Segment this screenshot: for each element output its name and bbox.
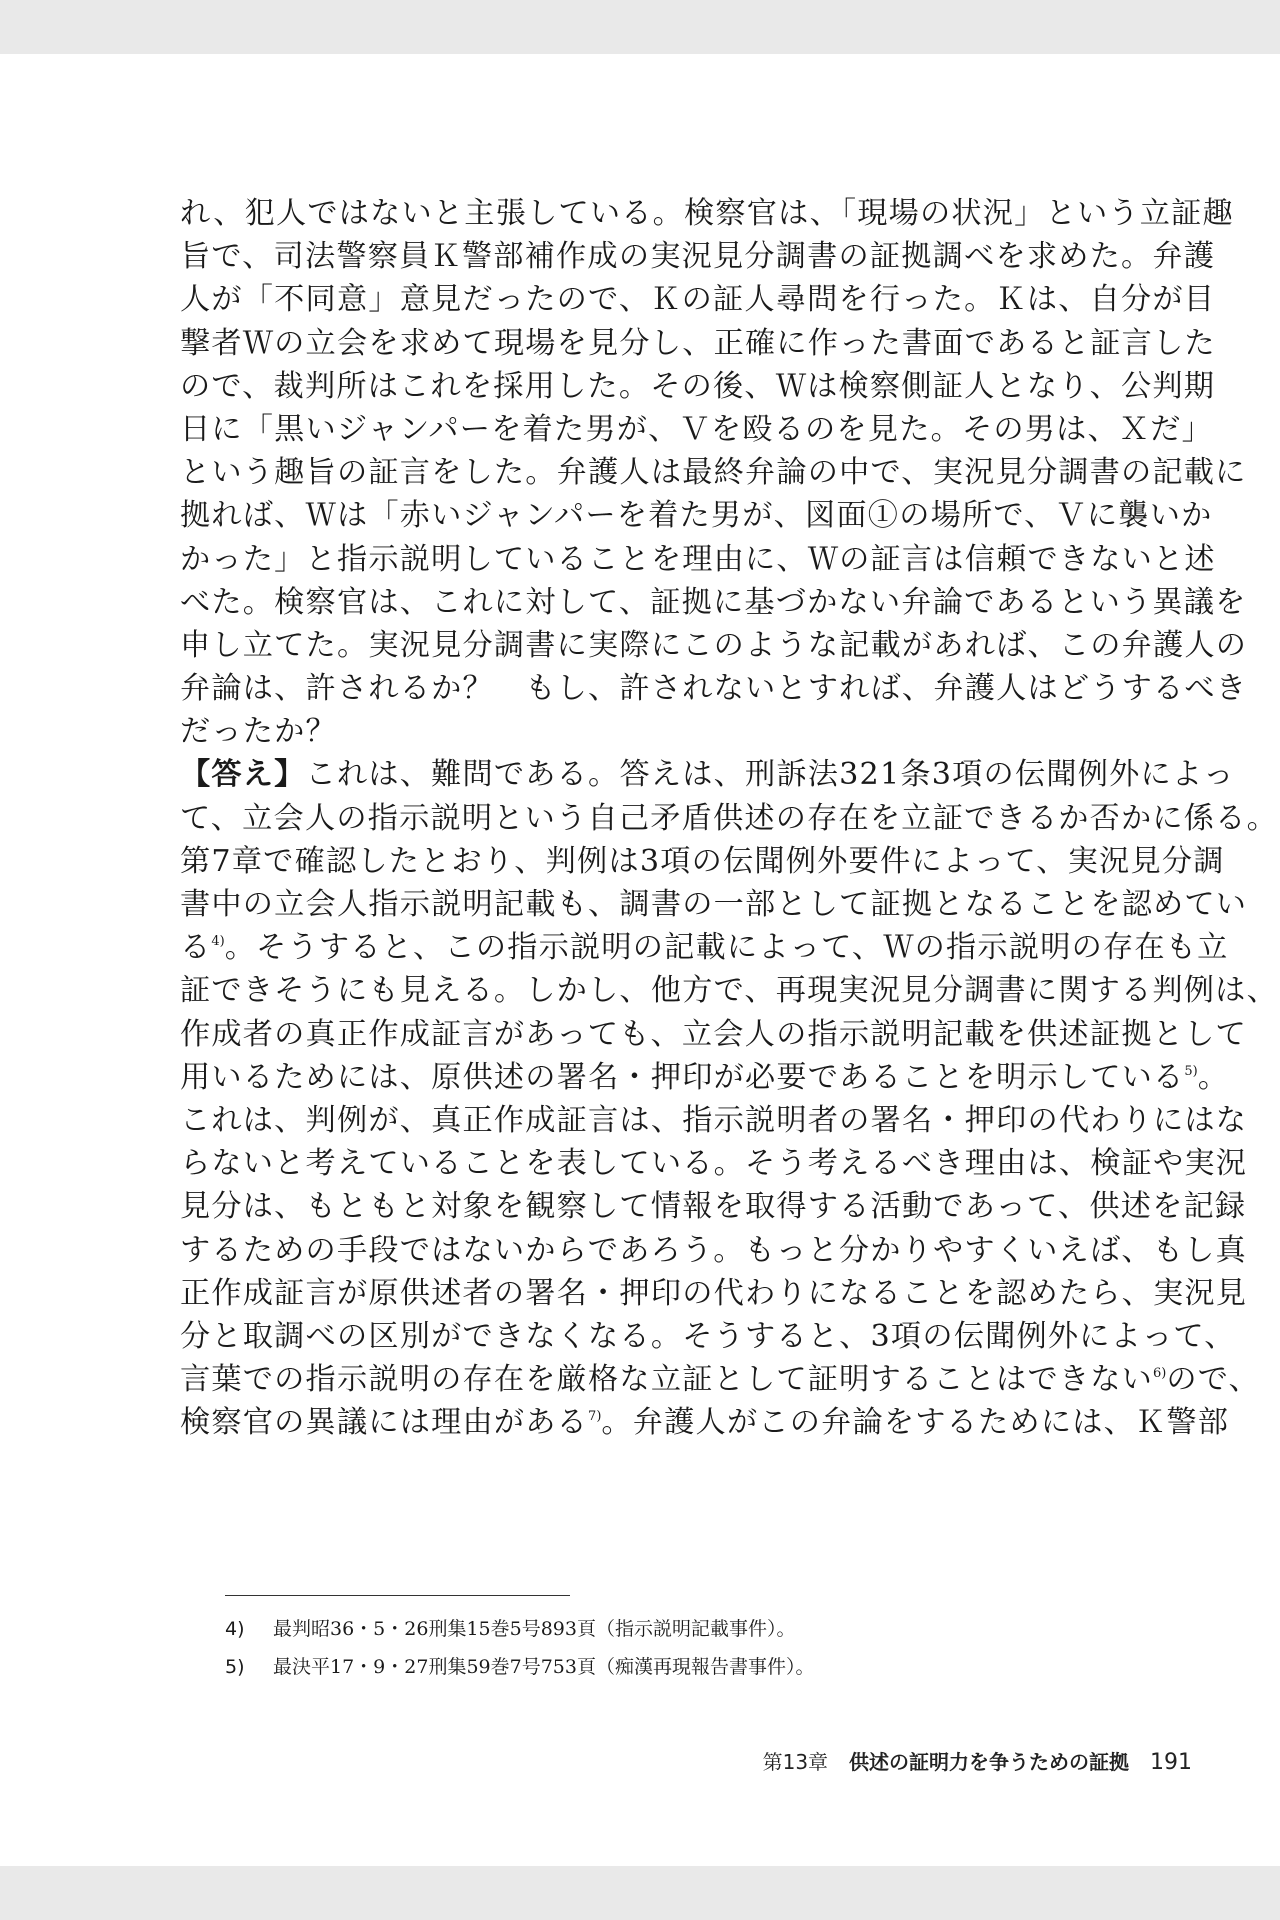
body-line-12: 弁論は、許されるか？ もし、許されないとすれば、弁護人はどうするべき: [180, 671, 1248, 707]
footnote-number: 4): [225, 1618, 245, 1640]
answer-line-fn6: [180, 1358, 1260, 1401]
body-line-3: 人が「不同意」意見だったので、Ｋの証人尋問を行った。Ｋは、自分が目: [180, 282, 1216, 318]
footnote-ref-5: 5): [1184, 1063, 1198, 1079]
answer-line-c1: これは、判例が、真正作成証言は、指示説明者の署名・押印の代わりにはな: [180, 1102, 1248, 1138]
body-line-6: 日に「黒いジャンパーを着た男が、Ｖを殴るのを見た。その男は、Ｘだ」: [180, 411, 1214, 447]
footnote-text: 最決平17・9・27刑集59巻7号753頁（痴漢再現報告書事件）。: [273, 1656, 815, 1678]
fn4-post: 。そうすると、この指示説明の記載によって、Ｗの指示説明の存在も立: [224, 930, 1229, 966]
answer-line-fn7: [180, 1401, 1230, 1444]
running-footer: [763, 1746, 1192, 1775]
fn4-pre: る: [180, 930, 212, 966]
answer-line-c2: らないと考えていることを表している。そう考えるべき理由は、検証や実況: [180, 1146, 1248, 1182]
answer-line-c5: 正作成証言が原供述者の署名・押印の代わりになることを認めたら、実況見: [180, 1275, 1248, 1311]
body-line-11: 申し立てた。実況見分調書に実際にこのような記載があれば、この弁護人の: [180, 627, 1248, 663]
answer-line-a3: 書中の立会人指示説明記載も、調書の一部として証拠となることを認めてい: [180, 887, 1248, 922]
answer-line-b2: 作成者の真正作成証言があっても、立会人の指示説明記載を供述証拠として: [180, 1016, 1247, 1052]
footnote-ref-4: 4): [211, 934, 225, 950]
body-line-2: 旨で、司法警察員Ｋ警部補作成の実況見分調書の証拠調べを求めた。弁護: [180, 239, 1216, 275]
fn5-post: 。: [1197, 1059, 1230, 1095]
body-line-13: だったか？: [180, 714, 337, 750]
body-line-10: べた。検察官は、これに対して、証拠に基づかない弁論であるという異議を: [180, 584, 1247, 620]
answer-first-text: これは、難問である。答えは、刑訴法321条3項の伝聞例外によっ: [305, 757, 1235, 793]
footnote-divider: [225, 1595, 570, 1596]
body-line-4: 撃者Ｗの立会を求めて現場を見分し、正確に作った書面であると証言した: [180, 325, 1216, 361]
fn6-pre: 言葉での指示説明の存在を厳格な立証として証明することはできない: [180, 1362, 1154, 1398]
footnotes: [225, 1610, 1085, 1686]
footnote-text: 最判昭36・5・26刑集15巻5号893頁（指示説明記載事件）。: [273, 1618, 796, 1640]
answer-line-a1: て、立会人の指示説明という自己矛盾供述の存在を立証できるか否かに係る。: [180, 800, 1278, 836]
footnote-ref-7: 7): [588, 1409, 602, 1425]
chapter-label: 第13章: [762, 1750, 829, 1774]
body-text: [180, 192, 1278, 1444]
page-number: 191: [1150, 1750, 1192, 1775]
answer-label: 【答え】: [180, 757, 306, 793]
body-line-8: 拠れば、Ｗは「赤いジャンパーを着た男が、図面①の場所で、Ｖに襲いか: [180, 498, 1213, 534]
fn7-pre: 検察官の異議には理由がある: [180, 1405, 589, 1441]
footnote-item: [225, 1610, 1085, 1648]
bottom-margin-band: [0, 1866, 1280, 1920]
footnote-item: [225, 1648, 1085, 1686]
fn5-pre: 用いるためには、原供述の署名・押印が必要であることを明示している: [180, 1059, 1185, 1095]
answer-line-fn5: [180, 1056, 1230, 1099]
answer-line-c4: するための手段ではないからであろう。もっと分かりやすくいえば、もし真: [180, 1232, 1247, 1268]
book-page: [0, 54, 1280, 1866]
body-line-5: ので、裁判所はこれを採用した。その後、Ｗは検察側証人となり、公判期: [180, 368, 1216, 404]
answer-line-b1: 証できそうにも見える。しかし、他方で、再現実況見分調書に関する判例は、: [180, 973, 1278, 1009]
answer-first-line: [180, 753, 1235, 796]
body-line-9: かった」と指示説明していることを理由に、Ｗの証言は信頼できないと述: [180, 541, 1216, 577]
footnote-number: 5): [225, 1656, 245, 1678]
answer-line-c3: 見分は、もともと対象を観察して情報を取得する活動であって、供述を記録: [180, 1189, 1247, 1225]
body-line-1: れ、犯人ではないと主張している。検察官は、「現場の状況」という立証趣: [180, 196, 1234, 231]
body-line-7: という趣旨の証言をした。弁護人は最終弁論の中で、実況見分調書の記載に: [180, 455, 1247, 491]
fn6-post: ので、: [1166, 1362, 1260, 1398]
top-margin-band: [0, 0, 1280, 54]
answer-line-a2: 第7章で確認したとおり、判例は3項の伝聞例外要件によって、実況見分調: [180, 843, 1225, 879]
fn7-post: 。弁護人がこの弁論をするためには、Ｋ警部: [601, 1405, 1230, 1441]
answer-line-c6: 分と取調べの区別ができなくなる。そうすると、3項の伝聞例外によって、: [180, 1318, 1236, 1354]
chapter-title: 供述の証明力を争うための証拠: [849, 1750, 1130, 1774]
footnote-ref-6: 6): [1153, 1366, 1167, 1382]
answer-line-fn4: [180, 926, 1229, 969]
